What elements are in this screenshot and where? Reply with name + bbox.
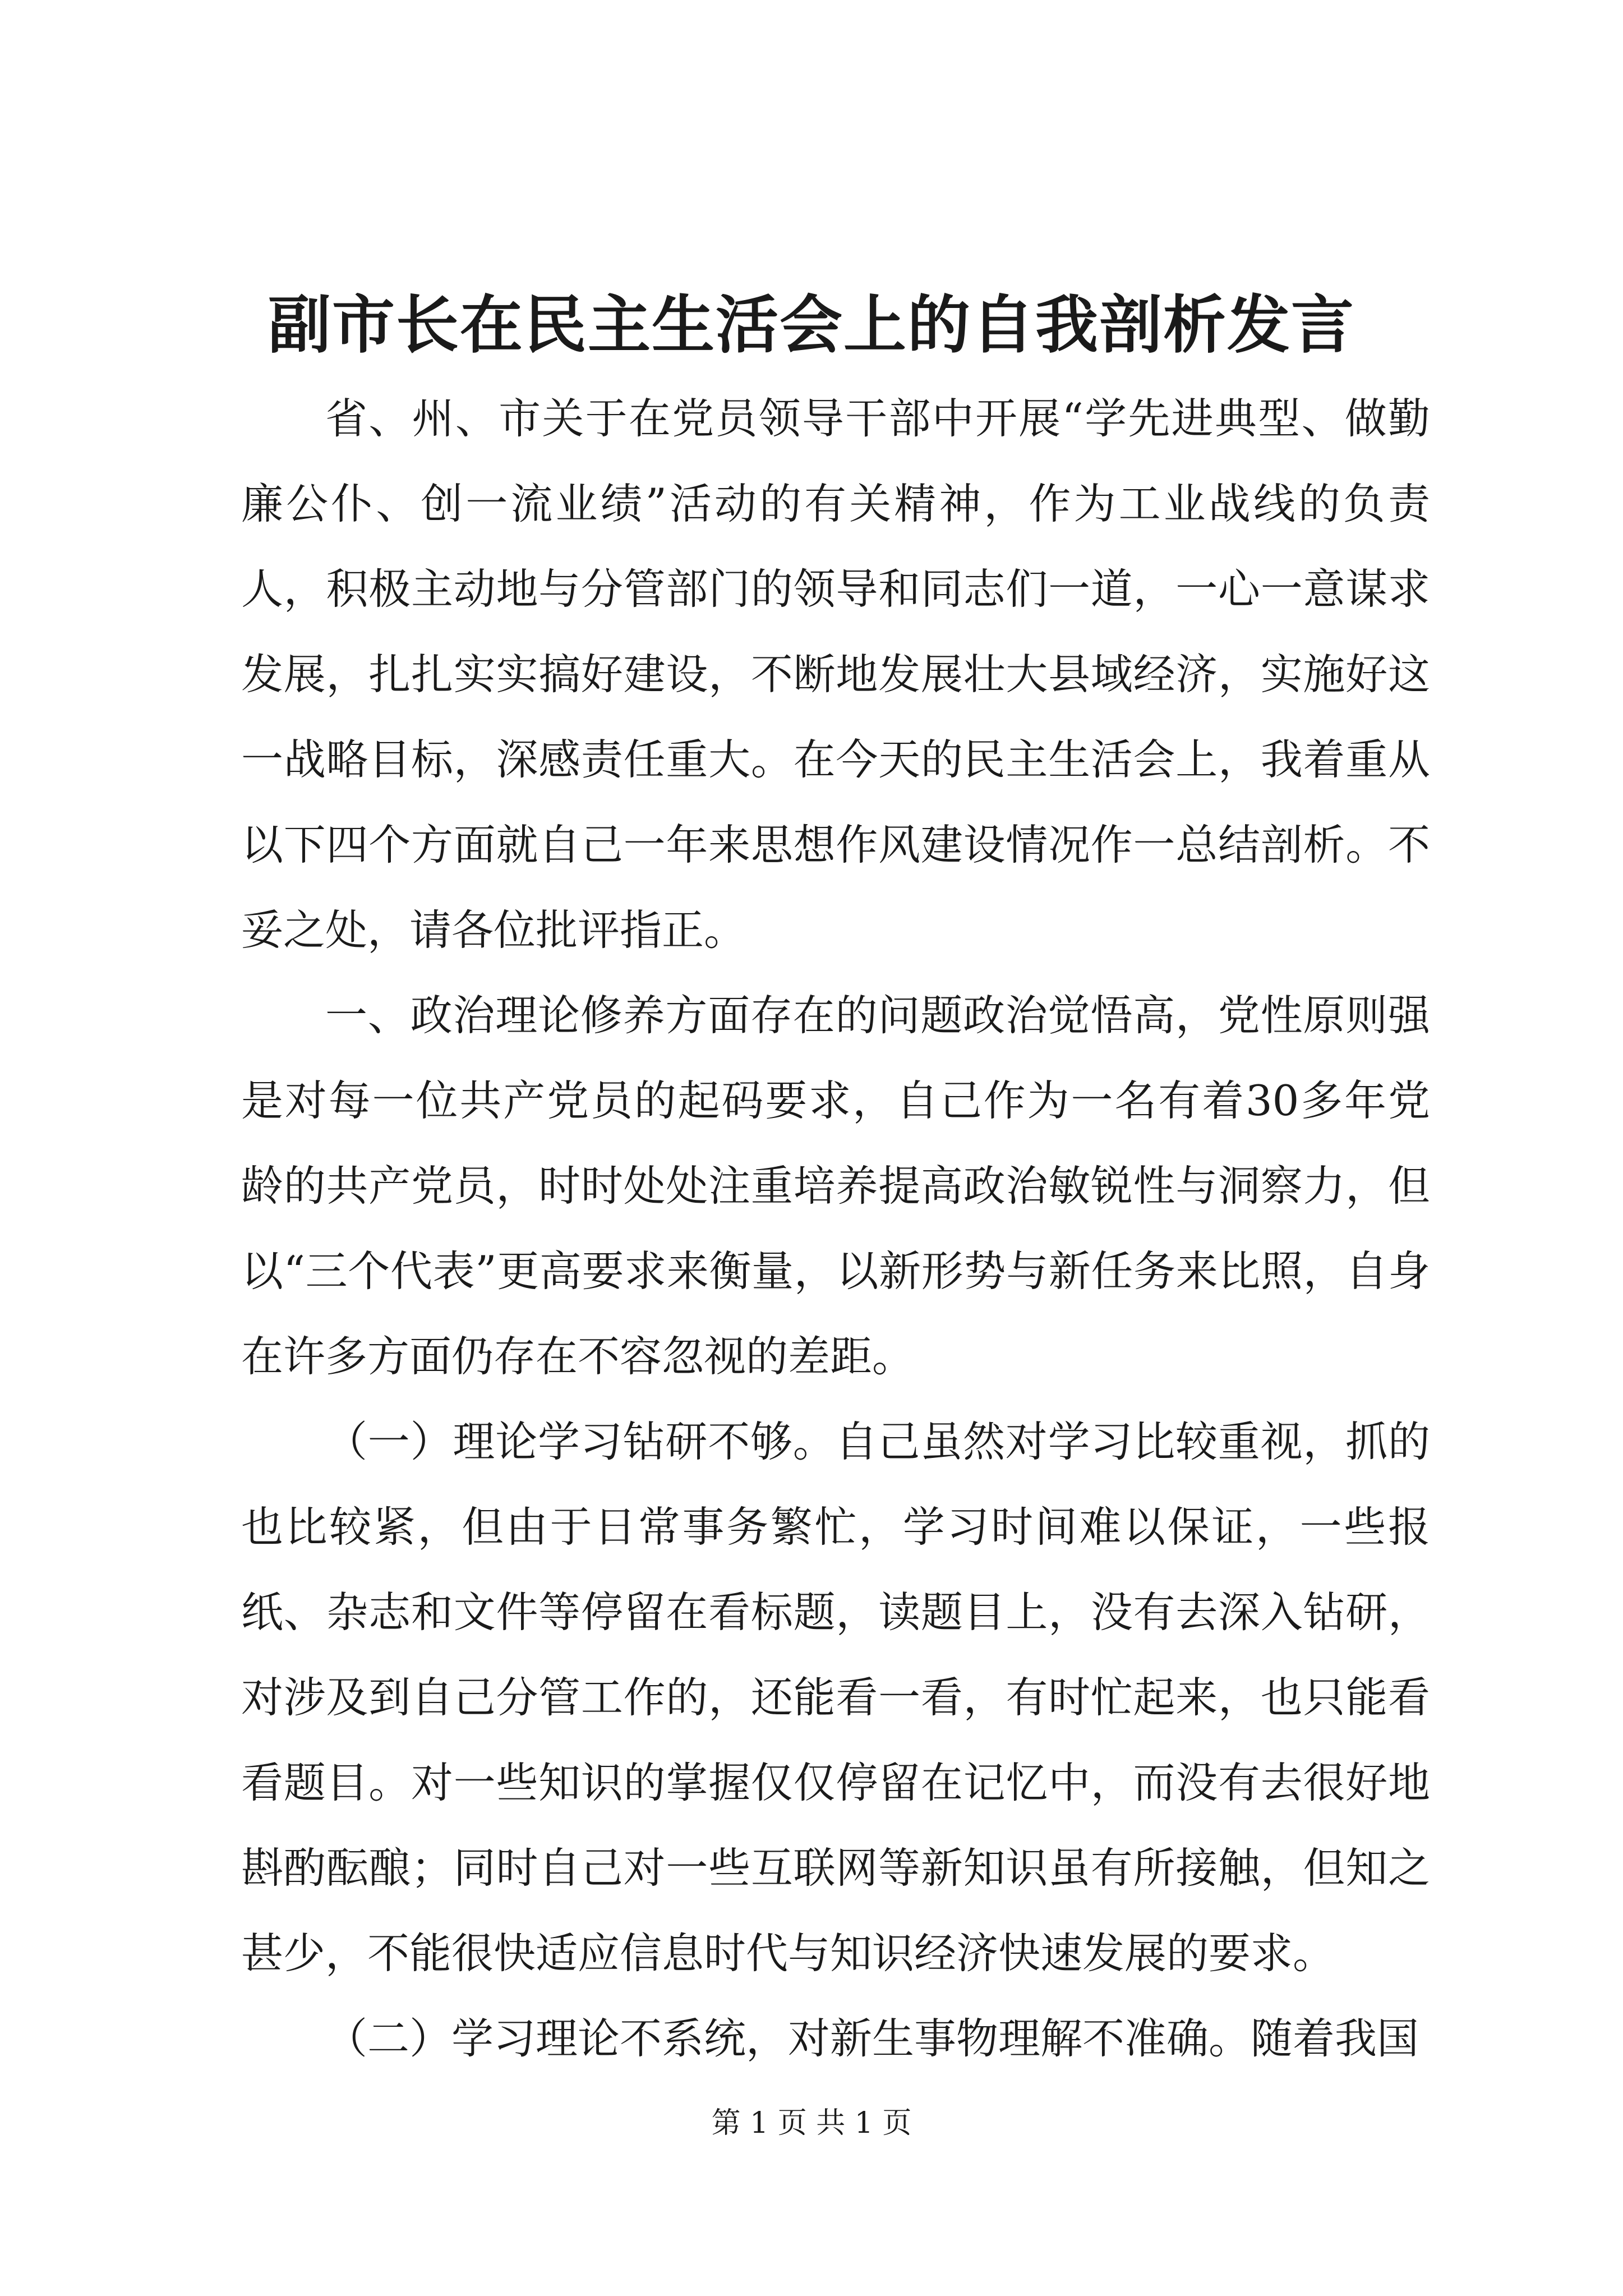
document-body <box>241 376 1430 2081</box>
page-footer: 第 1 页 共 1 页 <box>711 2106 912 2140</box>
document-title: 副市长在民主生活会上的自我剖析发言 <box>268 288 1355 362</box>
paragraph-intro: 省、州、市关于在党员领导干部中开展“学先进典型、做勤廉公仆、创一流业绩”活动的有关精神，作为工业战线的负责人，积极主动地与分管部门的领导和同志们一道，一心一意谋求发展，扎扎实实搞好建设，不断地发展壮大县域经济，实施好这一战略目标，深感责任重大。在今天的民主生活会上，我着重从以下四个方面就自己一年来思想作风建设情况作一总结剖析。不妥之处，请各位批评指正。 <box>241 394 1430 955</box>
paragraph-subsection-two: （二）学习理论不系统，对新生事物理解不准确。随着我国 <box>325 2014 1419 2063</box>
paragraph-section-one: 一、政治理论修养方面存在的问题政治觉悟高，党性原则强是对每一位共产党员的起码要求，自己作为一名有着30多年党龄的共产党员，时时处处注重培养提高政治敏锐性与洞察力，但以“三个代表”更高要求来衡量，以新形势与新任务来比照，自身在许多方面仍存在不容忽视的差距。 <box>241 991 1430 1381</box>
paragraph-subsection-one: （一）理论学习钻研不够。自己虽然对学习比较重视，抓的也比较紧，但由于日常事务繁忙，学习时间难以保证，一些报纸、杂志和文件等停留在看标题，读题目上，没有去深入钻研，对涉及到自己分管工作的，还能看一看，有时忙起来，也只能看看题目。对一些知识的掌握仅仅停留在记忆中，而没有去很好地斟酌酝酿；同时自己对一些互联网等新知识虽有所接触，但知之甚少，不能很快适应信息时代与知识经济快速发展的要求。 <box>241 1417 1430 1978</box>
